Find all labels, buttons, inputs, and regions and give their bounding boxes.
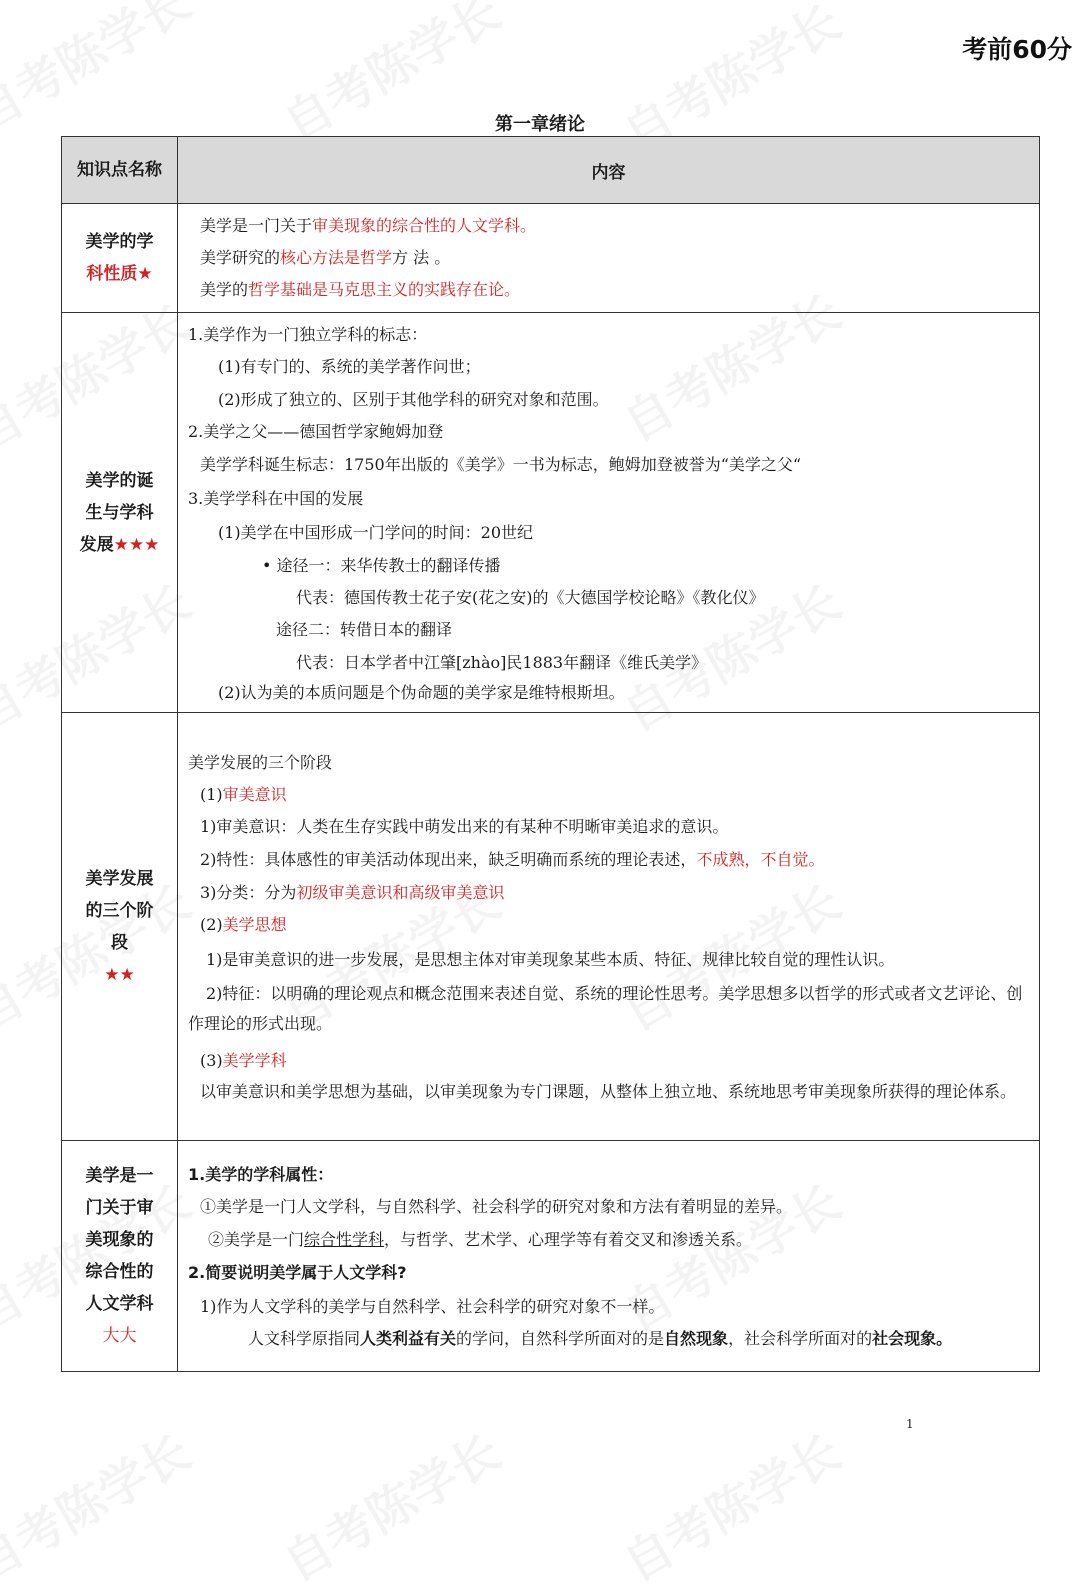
highlight-text: 审美现象的综合性的人文学科。 [312,216,537,235]
watermark [269,1415,511,1594]
table-row [62,1141,1040,1372]
row-name-text: 发展 [79,534,114,555]
row-name-text: 美现象的 [85,1230,154,1250]
star-rating: ★★★ [113,534,160,555]
text-span: 美学的 [200,280,249,299]
content-line [188,779,1031,811]
content-heading: 1.美学的学科属性： [188,1165,334,1184]
row-name-cell [62,1141,178,1372]
content-paragraph: 1)是审美意识的进一步发展，是思想主体对审美现象某些本质、特征、规律比较自觉的理性认识。 [206,949,895,969]
watermark [0,1415,201,1594]
content-paragraph [188,1325,1031,1353]
content-line [188,1223,1031,1257]
text-span: (3) [200,1050,223,1070]
highlight-text: 不成熟，不自觉。 [696,849,825,869]
text-span: 美学研究的 [200,248,281,267]
content-line [200,274,1031,306]
star-rating: ★ [137,264,153,284]
highlight-text: 美学学科 [222,1050,287,1070]
row-name-text: 美学发展 [85,868,154,889]
text-span: 3)分类：分为 [200,882,297,902]
bold-text: 自然现象 [664,1329,729,1348]
row-name-text: 综合性的 [85,1262,154,1282]
row-name-text: 门关于审 [85,1198,154,1218]
content-line: 途径二：转借日本的翻译 [276,620,453,639]
table-row [62,713,1040,1141]
content-heading: 2.简要说明美学属于人文学科? [188,1263,407,1282]
content-line: 代表：德国传教士花子安(花之安)的《大德国学校论略》《教化仪》 [296,588,765,607]
content-line: 1.美学作为一门独立学科的标志： [188,325,428,344]
bold-text: 。 [936,1329,953,1348]
row-name-text: 段 [111,932,128,953]
row-content-cell [178,204,1040,313]
text-span: (1) [200,784,223,804]
content-line: 3.美学学科在中国的发展 [188,489,364,508]
row-name-mark: 大大 [102,1326,137,1346]
col-header-content: 内容 [178,137,1040,204]
content-line: 2.美学之父——德国哲学家鲍姆加登 [188,422,444,441]
text-span: ②美学是一门 [208,1230,305,1249]
content-line [188,877,1031,909]
text-span: 人文科学原指同 [248,1329,361,1348]
col-header-name: 知识点名称 [62,137,178,204]
content-line: 1)审美意识：人类在生存实践中萌发出来的有某种不明晰审美追求的意识。 [200,816,729,836]
row-content-cell [178,313,1040,713]
row-name-text: 人文学科 [85,1294,154,1314]
text-span: 的学问，自然科学所面对的是 [456,1329,665,1348]
row-name-text-line [66,258,173,290]
content-line: (2)形成了独立的、区别于其他学科的研究对象和范围。 [218,390,609,409]
row-name-text-line [66,529,173,561]
row-content-cell [178,1141,1040,1372]
table-header-row [62,137,1040,204]
highlight-text: 初级审美意识和高级审美意识 [296,882,505,902]
text-span: 方 法 。 [392,248,451,267]
row-name-cell [62,204,178,313]
row-name-text: 生与学科 [85,502,154,523]
content-line: 代表：日本学者中江肇[zhào]民1883年翻译《维氏美学》 [296,653,708,672]
row-name-cell [62,713,178,1141]
star-rating: ★★ [104,964,135,985]
content-line: (2)认为美的本质问题是个伪命题的美学家是维特根斯坦。 [218,683,625,702]
text-span: (2) [200,914,223,934]
row-content-cell [178,713,1040,1141]
content-paragraph: 2)特征：以明确的理论观点和概念范围来表述自觉、系统的理论性思考。美学思想多以哲学的形式或者文艺评论、创作理论的形式出现。 [188,983,1023,1033]
content-paragraph: 以审美意识和美学思想为基础，以审美现象为专门课题，从整体上独立地、系统地思考审美现象所获得的理论体系。 [200,1081,1017,1101]
highlight-text: 哲学基础是马克思主义的实践存在论。 [248,280,521,299]
row-name-text: 美学是一 [85,1166,154,1186]
content-line: • 途径一：来华传教士的翻译传播 [262,556,501,575]
text-span: 2)特性：具体感性的审美活动体现出来，缺乏明确而系统的理论表述， [200,849,697,869]
content-line: 1)作为人文学科的美学与自然科学、社会科学的研究对象不一样。 [200,1297,665,1316]
content-line: (1)美学在中国形成一门学问的时间：20世纪 [218,523,534,542]
underlined-text: 综合性学科 [304,1230,385,1249]
row-name-text: 美学的学 [85,232,154,252]
content-line: ①美学是一门人文学科，与自然科学、社会科学的研究对象和方法有着明显的差异。 [200,1197,793,1216]
bold-text: 人类利益有关 [360,1329,457,1348]
watermark [609,1415,851,1594]
text-span: 美学是一门关于 [200,216,313,235]
row-name-text: 的三个阶 [85,900,154,921]
content-line [200,242,1031,274]
row-name-text: 科性质 [86,264,138,284]
row-name-text: 美学的诞 [85,470,154,491]
content-line: 美学学科诞生标志：1750年出版的《美学》一书为标志，鲍姆加登被誉为“美学之父“ [200,455,802,474]
text-span: ，与哲学、艺术学、心理学等有着交叉和渗透关系。 [384,1230,753,1249]
bold-text: 社会现象 [872,1329,937,1348]
highlight-text: 核心方法是哲学 [280,248,393,267]
highlight-text: 美学思想 [222,914,287,934]
table-row [62,204,1040,313]
page-number: 1 [906,1417,914,1431]
highlight-text: 审美意识 [222,784,287,804]
table-row [62,313,1040,713]
content-line [188,909,1031,941]
text-span: ，社会科学所面对的 [728,1329,873,1348]
content-line [200,210,1031,242]
content-line [188,843,1031,877]
chapter-title: 第一章绪论 [495,114,585,135]
content-line [188,1045,1031,1077]
content-line: (1)有专门的、系统的美学著作问世； [218,357,481,376]
content-line: 美学发展的三个阶段 [188,752,333,772]
header-tag: 考前60分 [962,35,1072,64]
row-name-cell [62,313,178,713]
knowledge-table [61,136,1040,1372]
